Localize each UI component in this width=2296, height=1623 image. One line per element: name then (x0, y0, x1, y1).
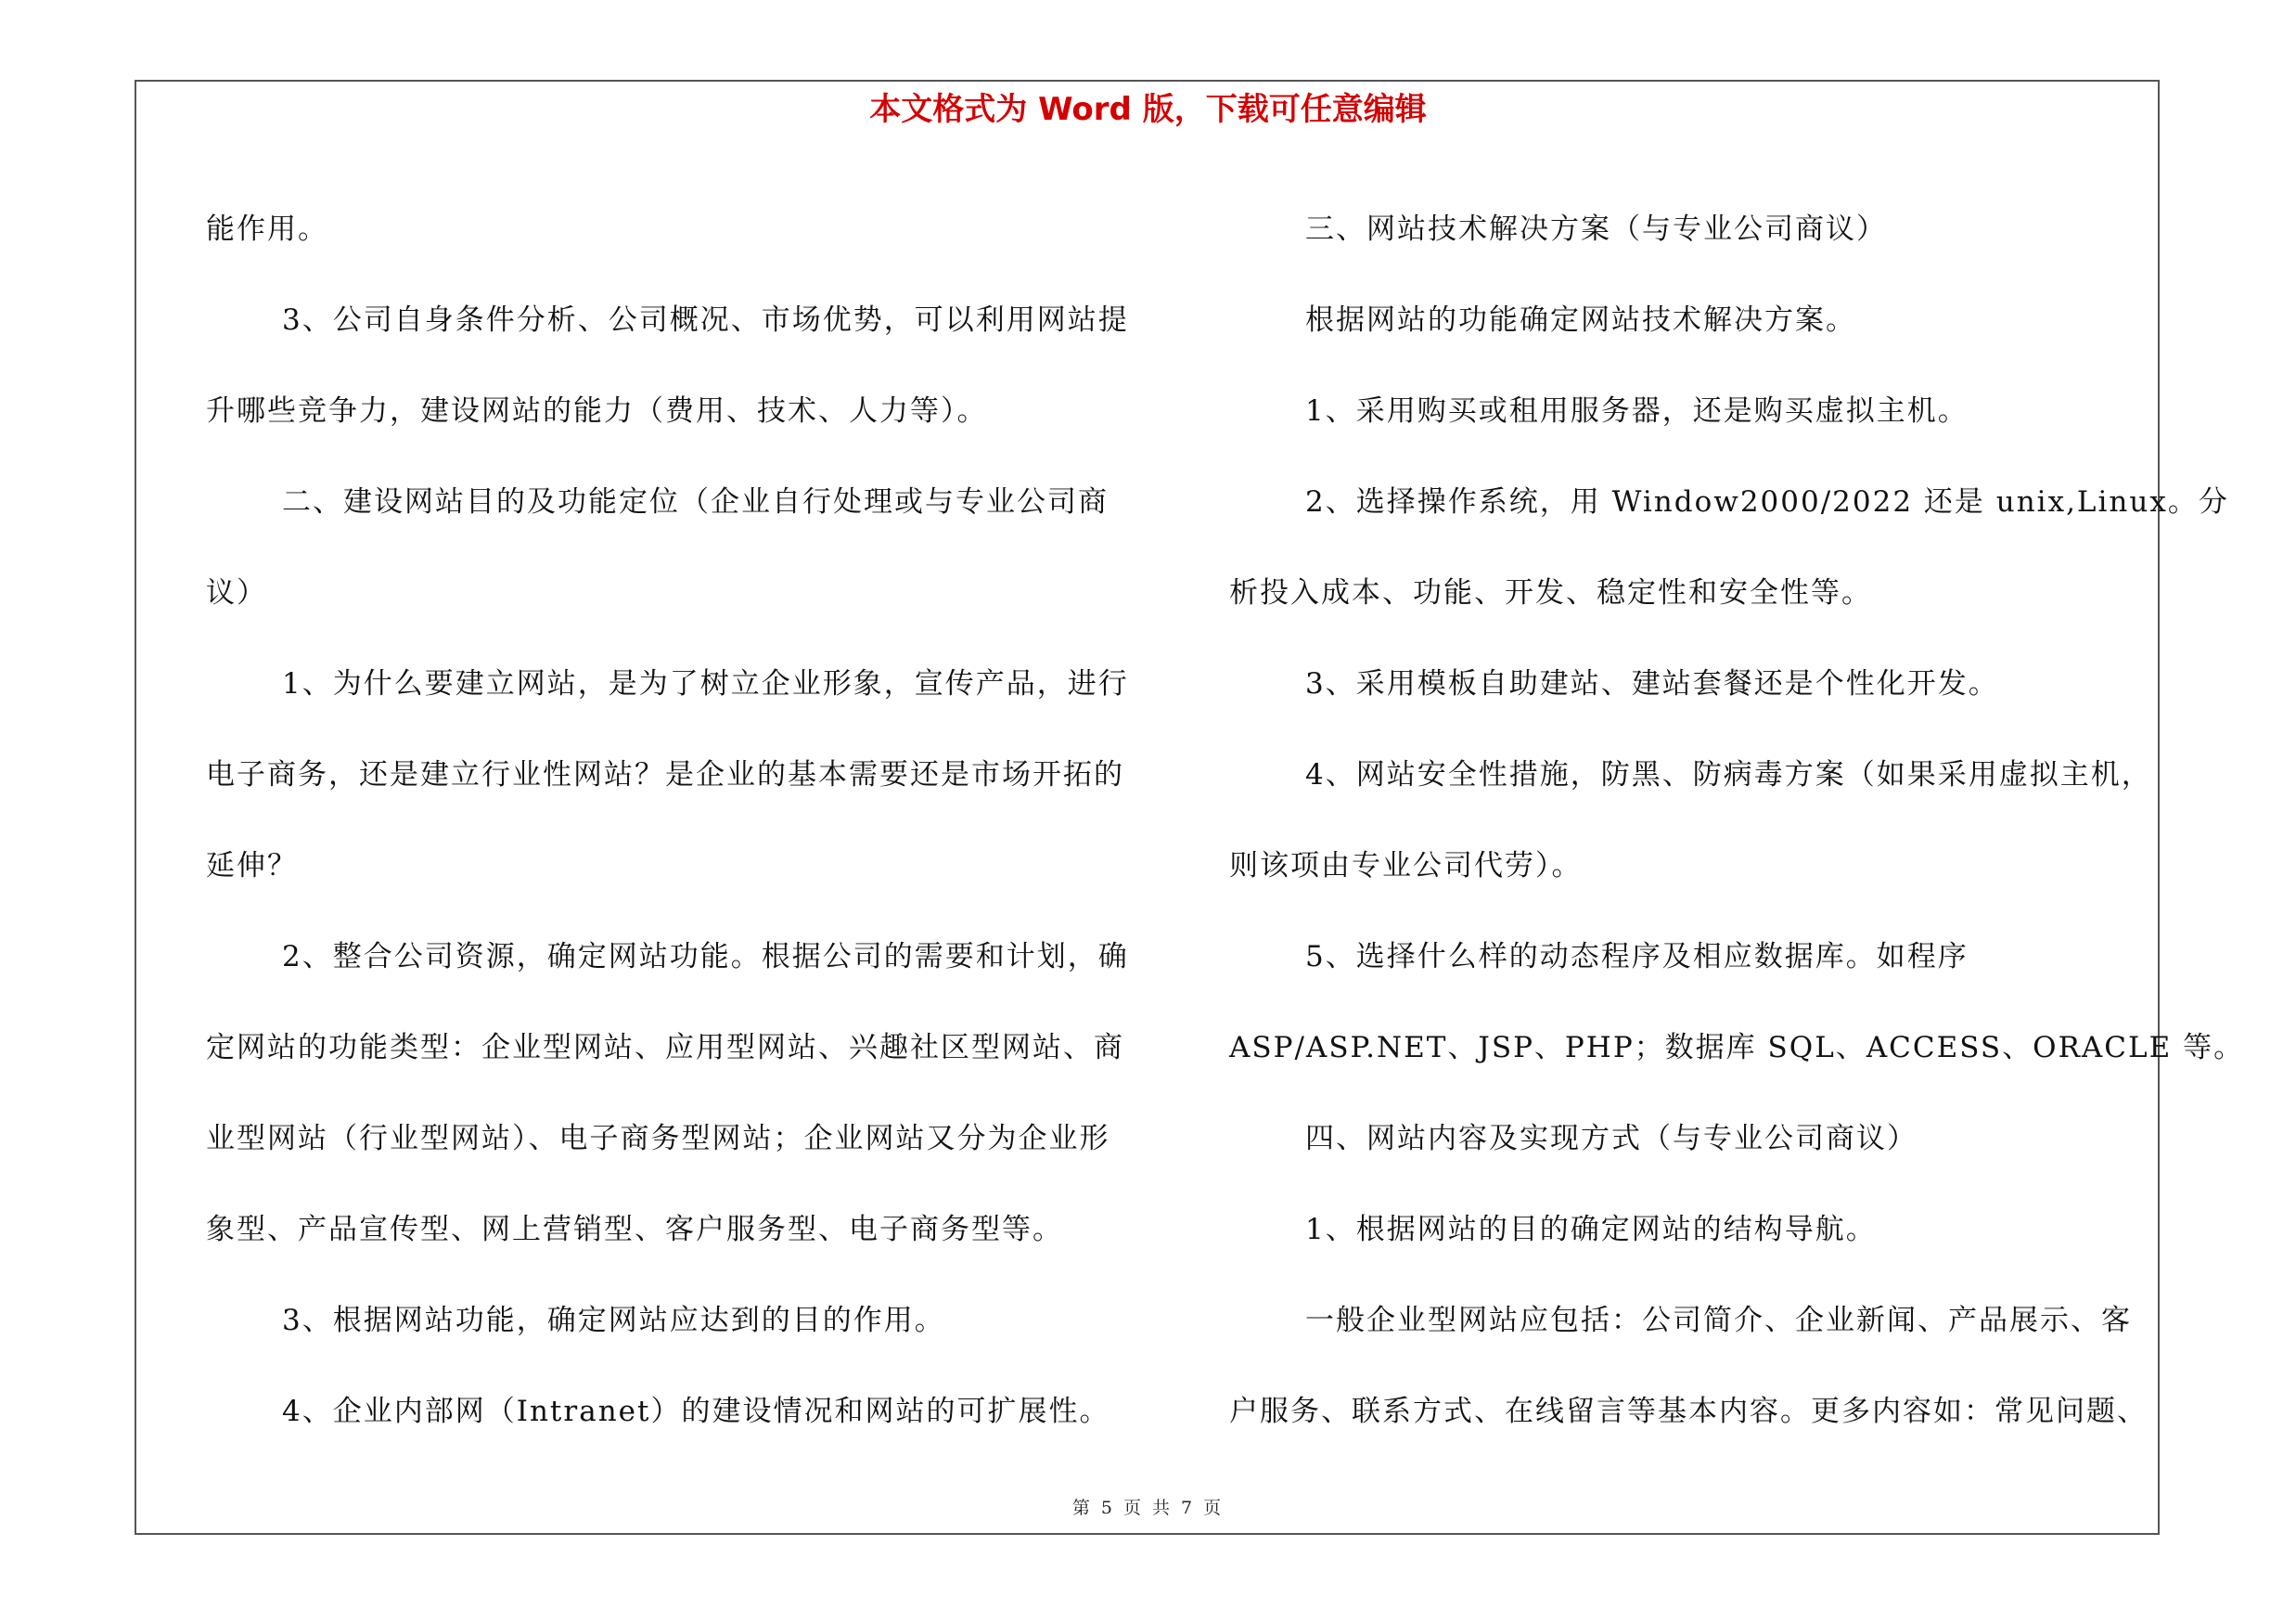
paragraph-line: 1、根据网站的目的确定网站的结构导航。 (1305, 1213, 1877, 1246)
paragraph-line: 户服务、联系方式、在线留言等基本内容。更多内容如：常见问题、 (1229, 1395, 2148, 1428)
paragraph-line: 业型网站（行业型网站）、电子商务型网站；企业网站又分为企业形 (206, 1122, 1110, 1155)
paragraph-line: 定网站的功能类型：企业型网站、应用型网站、兴趣社区型网站、商 (206, 1031, 1124, 1064)
paragraph-line: 升哪些竞争力，建设网站的能力（费用、技术、人力等）。 (206, 394, 988, 428)
paragraph-line: 2、选择操作系统，用 Window2000/2022 还是 unix,Linux。分 (1305, 485, 2229, 519)
paragraph-line: 电子商务，还是建立行业性网站？是企业的基本需要还是市场开拓的 (206, 758, 1124, 792)
section-heading: 三、网站技术解决方案（与专业公司商议） (1305, 213, 1887, 246)
paragraph-line: 3、根据网站功能，确定网站应达到的目的作用。 (282, 1304, 945, 1337)
paragraph-line: 4、企业内部网（Intranet）的建设情况和网站的可扩展性。 (282, 1395, 1110, 1428)
paragraph-line: 根据网站的功能确定网站技术解决方案。 (1305, 303, 1856, 337)
section-heading: 四、网站内容及实现方式（与专业公司商议） (1305, 1122, 1918, 1155)
paragraph-line: 3、采用模板自助建站、建站套餐还是个性化开发。 (1305, 667, 1999, 701)
header-banner: 本文格式为 Word 版，下载可任意编辑 (869, 91, 1427, 128)
paragraph-line: 一般企业型网站应包括：公司简介、企业新闻、产品展示、客 (1305, 1304, 2132, 1337)
page-number: 第 5 页 共 7 页 (1071, 1498, 1225, 1518)
left-text-column (206, 184, 1138, 1457)
paragraph-line: 析投入成本、功能、开发、稳定性和安全性等。 (1229, 576, 1872, 610)
paragraph-line: 议） (206, 576, 267, 610)
paragraph-line: 能作用。 (206, 213, 328, 246)
paragraph-line: 1、采用购买或租用服务器，还是购买虚拟主机。 (1305, 394, 1969, 428)
paragraph-line: 则该项由专业公司代劳）。 (1229, 849, 1583, 882)
paragraph-line: 3、公司自身条件分析、公司概况、市场优势，可以利用网站提 (282, 303, 1129, 337)
paragraph-line: 1、为什么要建立网站，是为了树立企业形象，宣传产品，进行 (282, 667, 1129, 701)
paragraph-line: ASP/ASP.NET、JSP、PHP；数据库 SQL、ACCESS、ORACLE 等。 (1229, 1031, 2245, 1064)
paragraph-line: 5、选择什么样的动态程序及相应数据库。如程序 (1305, 940, 1969, 973)
paragraph-line: 2、整合公司资源，确定网站功能。根据公司的需要和计划，确 (282, 940, 1129, 973)
paragraph-line: 象型、产品宣传型、网上营销型、客户服务型、电子商务型等。 (206, 1213, 1063, 1246)
paragraph-line: 延伸？ (206, 849, 298, 882)
paragraph-line: 4、网站安全性措施，防黑、防病毒方案（如果采用虚拟主机， (1305, 758, 2152, 792)
right-text-column (1229, 184, 2245, 1457)
section-heading: 二、建设网站目的及功能定位（企业自行处理或与专业公司商 (282, 485, 1109, 519)
